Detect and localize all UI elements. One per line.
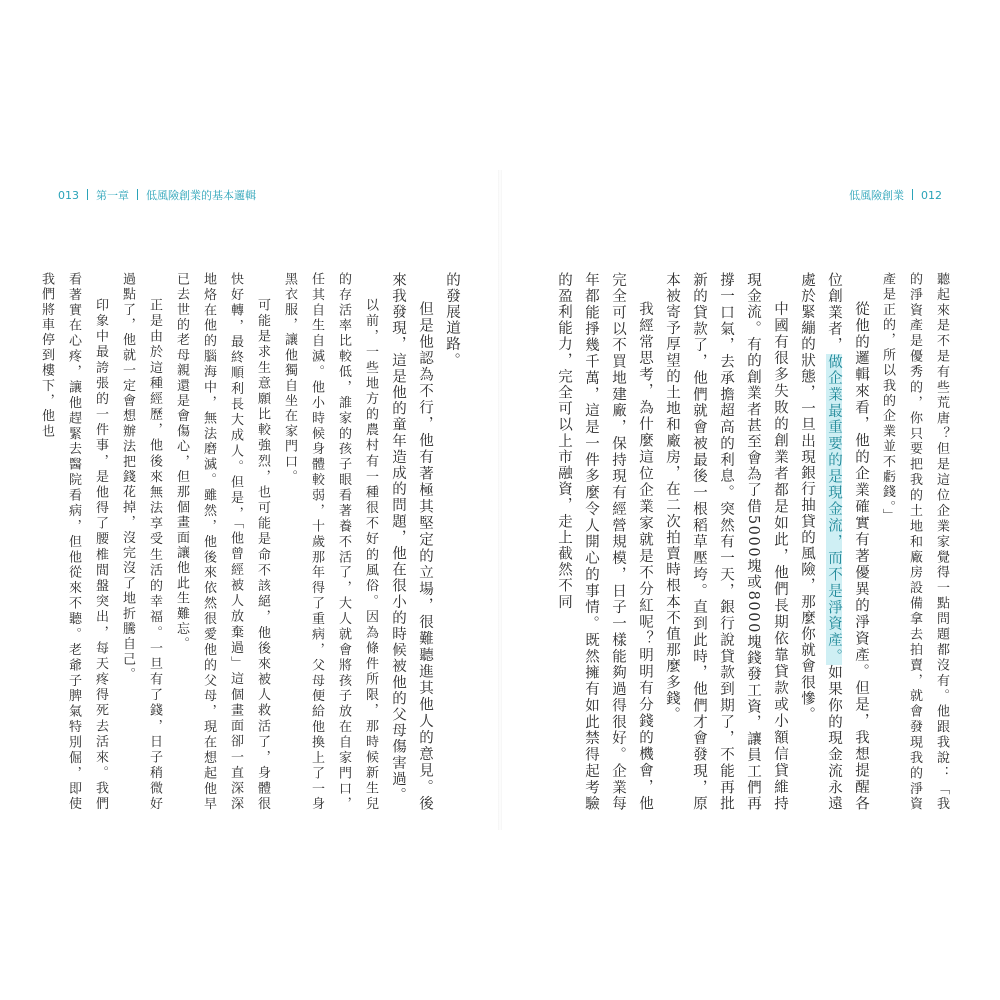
- left-running-header: [58, 188, 256, 204]
- right-running-header: [849, 188, 942, 204]
- paragraph: 可能是求生意願比較強烈，也可能是命不該絕，他後來被人救活了，身體很快好轉，最終順利長大成人。但是，「他曾經被人放棄過」這個畫面卻一直深深地烙在他的腦海中，無法磨滅。雖然，他後來依然很愛他的父母，現在想起他早已去世的老母親還是會傷心，但那個畫面讓他此生難忘。: [174, 272, 270, 812]
- paragraph: 我經常思考，為什麼這位企業家就是不分紅呢？明明有分錢的機會，他完全可以不買地建廠，保持現有經營規模，日子一樣能夠過得很好。企業每年都能掙幾千萬，這是一件多麼令人開心的事情。既然擁有如此禁得起考驗的盈利能力，完全可以上市融資，走上截然不同: [556, 272, 653, 812]
- chapter-title: 低風險創業的基本邏輯: [146, 189, 256, 202]
- right-page-number: 012: [921, 189, 942, 202]
- paragraph: 以前，一些地方的農村有一種很不好的風俗。因為條件所限，那時候新生兒的存活率比較低，誰家的孩子眼看著養不活了，大人就會將孩子放在自家門口，任其自生自滅。他小時候身體較弱，十歲那年得了重病，父母便給他換上了一身黑衣服，讓他獨自坐在家門口。: [282, 272, 378, 812]
- paragraph: 的發展道路。: [444, 272, 460, 369]
- paragraph: 印象中最誇張的一件事，是他得了腰椎間盤突出，每天疼得死去活來。我們看著實在心疼，讓他趕緊去醫院看病，但他從來不聽。老爺子脾氣特別倔，即使我們將車停到樓下，他也: [39, 272, 108, 812]
- book-title: 低風險創業: [849, 189, 904, 202]
- left-page-body: [39, 272, 465, 812]
- paragraph-text: 如果你的現金流永遠處於緊繃的狀態，一旦出現銀行抽貸的風險，那麼你就會很慘。: [799, 272, 842, 812]
- paragraph-text: 從他的邏輯來看，他的企業確實有著優異的淨資產。但是，我想提醒各位創業者，: [826, 272, 869, 812]
- right-page: [500, 0, 1000, 1000]
- header-divider: [912, 189, 913, 200]
- paragraph: 中國有很多失敗的創業者都是如此，他們長期依靠貸款或小額信貸維持現金流。有的創業者甚至會為了借5000塊或8000塊錢發工資，讓員工們再撐一口氣，去承擔超高的利息。突然有一天，銀行說貸款到期了，不能再批新的貸款了，他們就會被最後一根稻草壓垮。直到此時，他們才會發現，原本被寄予厚望的土地和廠房，在二次拍賣時根本不值那麼多錢。: [664, 272, 788, 812]
- highlighted-text: 做企業最重要的是現金流，而不是淨資產。: [826, 353, 842, 665]
- chapter-label: 第一章: [96, 189, 129, 202]
- paragraph: 但是他認為不行，他有著極其堅定的立場，很難聽進其他人的意見。後來我發現，這是他的童年造成的問題，他在很小的時候被他的父母傷害過。: [390, 272, 433, 812]
- header-divider: [87, 189, 88, 200]
- paragraph: [793, 272, 874, 812]
- paragraph: 聽起來是不是有些荒唐？但是這位企業家覺得一點問題都沒有。他跟我說：「我的淨資產是優秀的，你只要把我的土地和廠房設備拿去拍賣，就會發現我的淨資產是正的，所以我的企業並不虧錢。」: [880, 272, 949, 812]
- right-page-body: [535, 272, 955, 812]
- header-divider: [137, 189, 138, 200]
- paragraph: 正是由於這種經歷，他後來無法享受生活的幸福。一旦有了錢，日子稍微好過點了，他就一定會想辦法把錢花掉，沒完沒了地折騰自己。: [120, 272, 162, 812]
- left-page-number: 013: [58, 189, 79, 202]
